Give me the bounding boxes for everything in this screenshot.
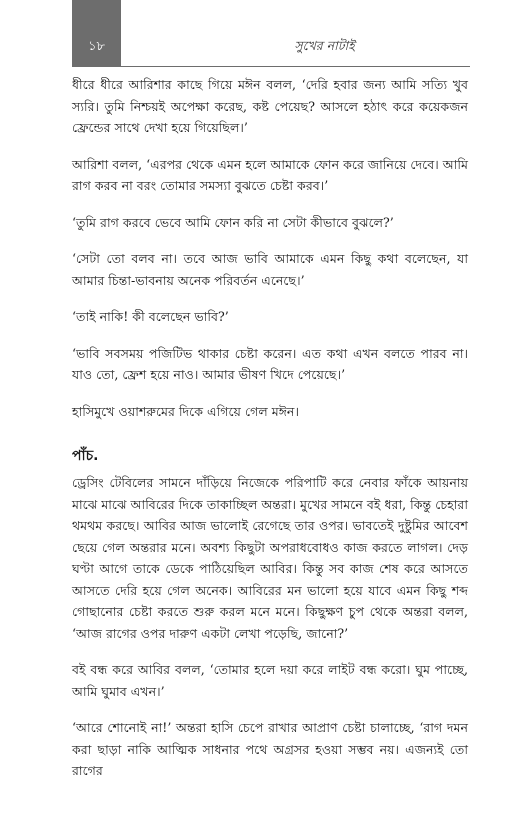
paragraph: ড্রেসিং টেবিলের সামনে দাঁড়িয়ে নিজেকে পরিপাটি করে নেবার ফাঁকে আয়নায় মাঝে মাঝে আবিরের দিকে তাকাচ্ছিল অন্তরা। মুখের সামনে বই ধরা, কিন্তু চেহারা থমথম করছে। আবির আজ ভালোই রেগেছে তার ওপর। ভাবতেই দুষ্টুমির আবেশ ছেয়ে গেল অন্তরার মনে। অবশ্য কিছুটা অপরাধবোধও কাজ করতে লাগল। দেড় ঘণ্টা আগে তাকে ডেকে পাঠিয়েছিল আবির। কিন্তু সব কাজ শেষ করে আসতে আসতে দেরি হয়ে গেল অনেক। আবিরের মন ভালো হয়ে যাবে এমন কিছু শব্দ গোছানোর চেষ্টা করতে শুরু করল মনে মনে। কিছুক্ষণ চুপ থেকে অন্তরা বলল, ‘আজ রাগের ওপর দারুণ একটা লেখা পড়েছি, জানো?’ xyxy=(72,475,468,641)
paragraph: ‘তুমি রাগ করবে ভেবে আমি ফোন করি না সেটা কীভাবে বুঝলে?’ xyxy=(72,214,394,230)
paragraph: ‘তাই নাকি! কী বলেছেন ভাবি?’ xyxy=(72,309,229,324)
header-rule xyxy=(121,66,470,67)
paragraph: ‘ভাবি সবসময় পজিটিভ থাকার চেষ্টা করেন। এত কথা এখন বলতে পারব না। যাও তো, ফ্রেশ হয়ে নাও। আমার ভীষণ খিদে পেয়েছে।’ xyxy=(72,345,468,382)
paragraph: বই বন্ধ করে আবির বলল, ‘তোমার হলে দয়া করে লাইট বন্ধ করো। ঘুম পাচ্ছে, আমি ঘুমাব এখন।’ xyxy=(72,662,468,699)
paragraph: ধীরে ধীরে আরিশার কাছে গিয়ে মঈন বলল, ‘দেরি হবার জন্য আমি সত্যি খুব স্যরি। তুমি নিশ্চয়ই অপেক্ষা করেছ, কষ্ট পেয়েছ? আসলে হঠাৎ করে কয়েকজন ফ্রেন্ডের সাথে দেখা হয়ে গিয়েছিল।’ xyxy=(72,77,468,135)
section-heading: পাঁচ. xyxy=(72,448,99,464)
page-number-tab xyxy=(72,0,121,67)
page-body xyxy=(72,74,468,797)
paragraph: ‘আরে শোনোই না!’ অন্তরা হাসি চেপে রাখার আপ্রাণ চেষ্টা চালাচ্ছে, ‘রাগ দমন করা ছাড়া নাকি আত্মিক সাধনার পথে অগ্রসর হওয়া সম্ভব নয়। এজন্যই তো রাগের xyxy=(72,720,468,778)
running-header-title: সুখের নাটাই xyxy=(294,38,355,53)
page-number: ১৮ xyxy=(88,39,105,54)
paragraph: ‘সেটা তো বলব না। তবে আজ ভাবি আমাকে এমন কিছু কথা বলেছেন, যা আমার চিন্তা-ভাবনায় অনেক পরিবর্তন এনেছে।’ xyxy=(72,251,468,288)
paragraph: আরিশা বলল, ‘এরপর থেকে এমন হলে আমাকে ফোন করে জানিয়ে দেবে। আমি রাগ করব না বরং তোমার সমস্যা বুঝতে চেষ্টা করব।’ xyxy=(72,156,469,193)
paragraph: হাসিমুখে ওয়াশরুমের দিকে এগিয়ে গেল মঈন। xyxy=(72,403,299,419)
